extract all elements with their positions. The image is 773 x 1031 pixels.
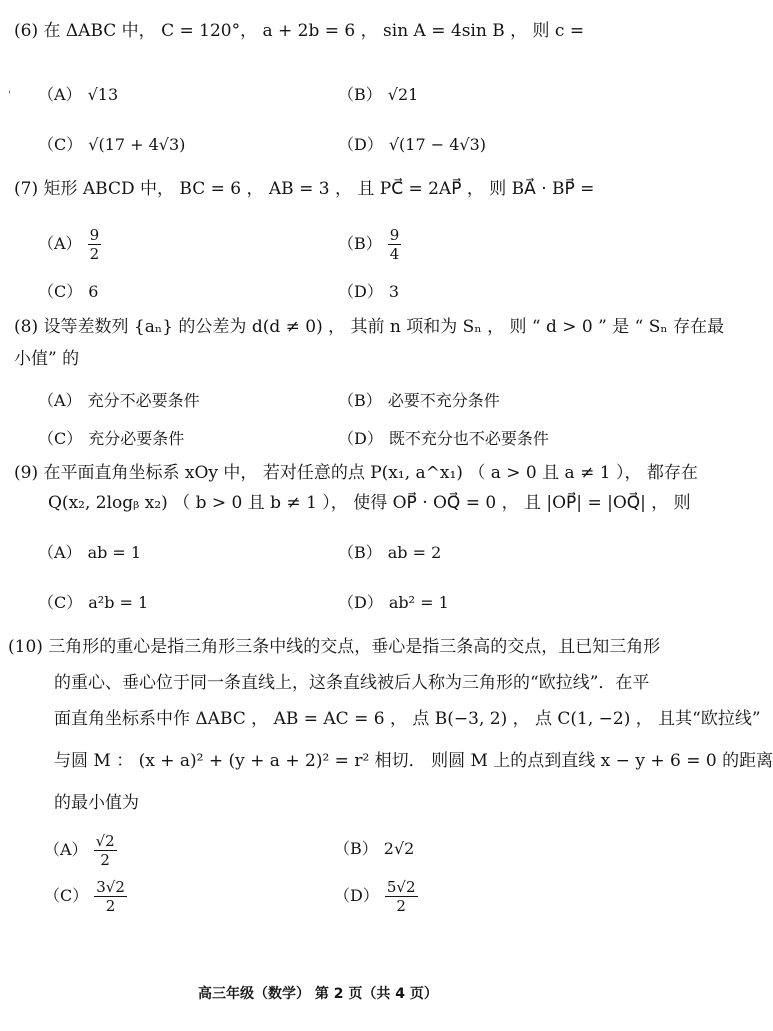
q7-option-b-fraction: [388, 226, 402, 263]
q8-stem-line1: (8) 设等差数列 {aₙ} 的公差为 d(d ≠ 0) ， 其前 n 项和为 Sₙ ， 则 “ d > 0 ” 是 “ Sₙ 存在最: [14, 317, 725, 337]
q10-option-a-num: √2: [95, 832, 115, 850]
q10-stem-line4: 与圆 M ： (x + a)² + (y + a + 2)² = r² 相切． 则圆 M 上的点到直线 x − y + 6 = 0 的距离: [54, 751, 773, 771]
q6-option-a-label: （A）: [38, 85, 82, 104]
q6-option-d-text: √(17 − 4√3): [388, 135, 487, 154]
q9-option-d-label: （D）: [338, 593, 383, 612]
q6-option-d-label: （D）: [338, 135, 383, 154]
q10-option-c-num: 3√2: [96, 878, 125, 896]
q8-option-b-text: 必要不充分条件: [387, 391, 500, 410]
q7-option-b: [338, 226, 401, 263]
q6-stem: (6) 在 ΔABC 中， C = 120°， a + 2b = 6 ， sin A = 4sin B ， 则 c =: [14, 21, 585, 41]
q9-option-b-label: （B）: [338, 543, 382, 562]
q9-option-d-text: ab² = 1: [388, 593, 449, 612]
q7-option-a-num: 9: [89, 226, 100, 244]
q6-option-c-label: （C）: [38, 135, 83, 154]
q10-option-a-fraction: [94, 832, 117, 869]
q9-option-c-text: a²b = 1: [88, 593, 149, 612]
q10-option-d: [334, 878, 418, 915]
q6-option-b-text: √21: [387, 85, 419, 104]
q10-stem-line1: (10) 三角形的重心是指三角形三条中线的交点，垂心是指三条高的交点，且已知三角形: [8, 637, 661, 657]
q10-option-d-num: 5√2: [386, 878, 416, 896]
q8-option-c-label: （C）: [38, 429, 83, 448]
q6-option-d: [338, 134, 486, 156]
q8-option-d-text: 既不充分也不必要条件: [388, 429, 549, 448]
q8-stem-line2: 小值” 的: [14, 349, 80, 369]
q7-option-b-num: 9: [389, 226, 400, 244]
q10-option-a: [44, 832, 117, 869]
q7-option-c: [38, 281, 98, 303]
q10-stem-line3: 面直角坐标系中作 ΔABC ， AB = AC = 6 ， 点 B(−3, 2) ， 点 C(1, −2) ， 且其“欧拉线”: [54, 709, 761, 729]
q10-option-d-label: （D）: [334, 886, 379, 905]
q9-option-a-label: （A）: [38, 543, 82, 562]
q8-option-a-text: 充分不必要条件: [87, 391, 200, 410]
q10-option-b-text: 2√2: [383, 839, 415, 858]
q7-option-d-text: 3: [388, 282, 400, 301]
q8-option-a-label: （A）: [38, 391, 82, 410]
q9-stem-line2: Q(x₂, 2logᵦ x₂) （ b > 0 且 b ≠ 1 ）， 使得 OP⃗ · OQ⃗ = 0 ， 且 |OP⃗| = |OQ⃗| ， 则: [48, 493, 691, 513]
q8-option-c: [38, 428, 184, 450]
q6-option-a: [38, 84, 118, 106]
q10-option-b-label: （B）: [334, 839, 378, 858]
q8-option-a: [38, 390, 200, 412]
q7-option-b-den: 4: [389, 245, 400, 263]
q7-stem: (7) 矩形 ABCD 中， BC = 6 ， AB = 3 ， 且 PC⃗ = 2AP⃗ ， 则 BA⃗ · BP⃗ =: [14, 179, 595, 199]
q9-option-c: [38, 592, 148, 614]
q8-option-d: [338, 428, 549, 450]
q10-option-a-den: 2: [100, 851, 110, 869]
stray-mark: ': [8, 90, 11, 101]
page-footer: 高三年级（数学） 第 2 页（共 4 页）: [198, 986, 438, 1002]
q9-option-b: [338, 542, 441, 564]
q10-option-c: [44, 878, 127, 915]
q10-option-c-fraction: [94, 878, 127, 915]
q6-option-c: [38, 134, 185, 156]
q7-option-d: [338, 281, 399, 303]
q9-option-c-label: （C）: [38, 593, 83, 612]
q10-option-a-label: （A）: [44, 840, 88, 859]
q7-option-a-fraction: [88, 226, 102, 263]
q8-option-d-label: （D）: [338, 429, 383, 448]
q7-option-c-text: 6: [88, 282, 99, 301]
q9-option-a: [38, 542, 141, 564]
q10-option-c-den: 2: [105, 897, 116, 915]
q7-option-a-den: 2: [89, 245, 100, 263]
q7-option-a: [38, 226, 101, 263]
q6-option-b: [338, 84, 418, 106]
q10-option-b: [334, 838, 414, 860]
q7-option-d-label: （D）: [338, 282, 383, 301]
q9-option-b-text: ab = 2: [387, 543, 442, 562]
q6-option-b-label: （B）: [338, 85, 382, 104]
q10-option-c-label: （C）: [44, 886, 89, 905]
q7-option-b-label: （B）: [338, 234, 382, 253]
q10-stem-line2: 的重心、垂心位于同一条直线上，这条直线被后人称为三角形的“欧拉线”．在平: [54, 673, 650, 693]
q7-option-a-label: （A）: [38, 234, 82, 253]
q8-option-b: [338, 390, 500, 412]
q9-option-a-text: ab = 1: [87, 543, 142, 562]
q10-option-d-den: 2: [396, 897, 406, 915]
q8-option-c-text: 充分必要条件: [88, 429, 185, 448]
q6-option-c-text: √(17 + 4√3): [88, 135, 186, 154]
q9-option-d: [338, 592, 449, 614]
q8-option-b-label: （B）: [338, 391, 382, 410]
q10-option-d-fraction: [385, 878, 418, 915]
q10-stem-line5: 的最小值为: [54, 793, 139, 813]
q9-stem-line1: (9) 在平面直角坐标系 xOy 中， 若对任意的点 P(x₁, a^x₁) （ a > 0 且 a ≠ 1 ）， 都存在: [14, 463, 698, 483]
q6-option-a-text: √13: [87, 85, 119, 104]
q7-option-c-label: （C）: [38, 282, 83, 301]
